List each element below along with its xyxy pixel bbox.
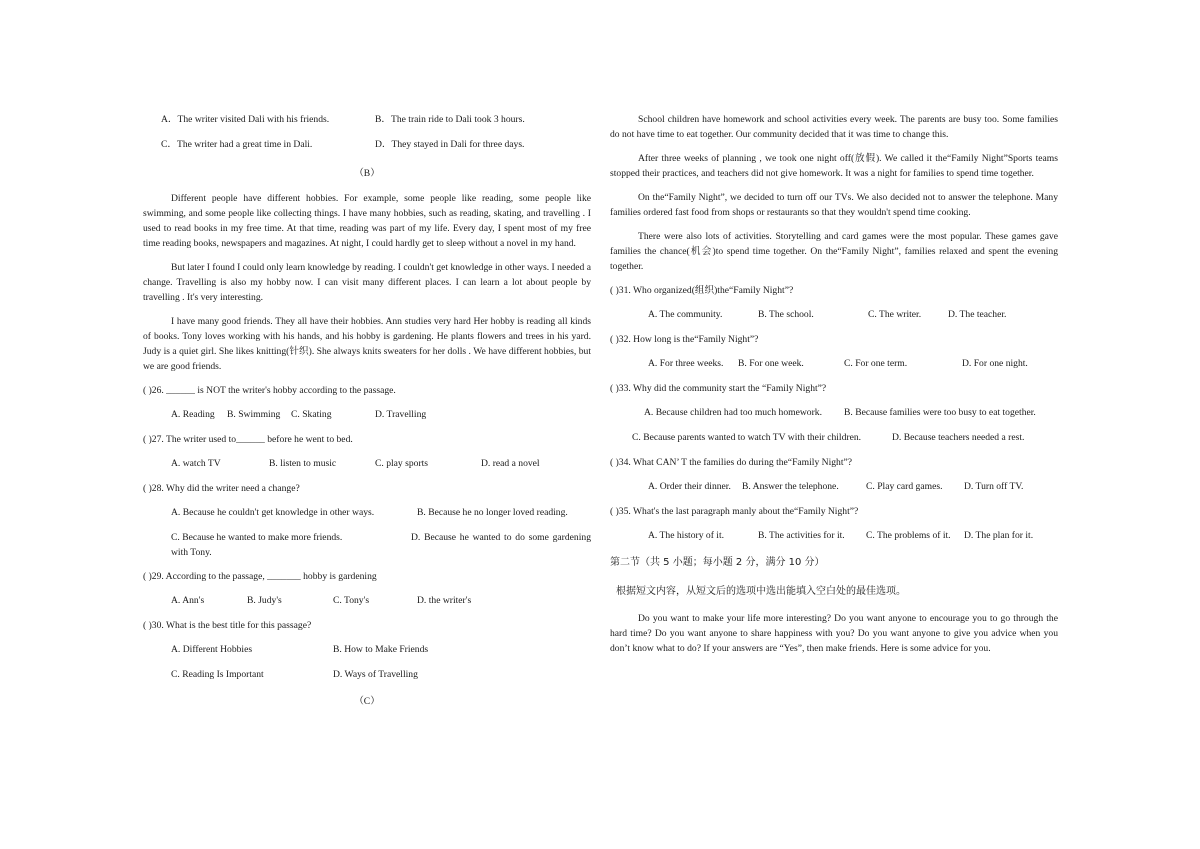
option-c: C．The writer had a great time in Dali. xyxy=(161,139,313,150)
question-27-options xyxy=(171,456,591,471)
question-32-text: ( )32. How long is the“Family Night”? xyxy=(610,334,759,345)
prev-question-options-row-1 xyxy=(161,112,591,127)
q30-option-d: D. Ways of Travelling xyxy=(333,669,418,680)
question-32 xyxy=(610,332,1058,347)
q35-option-a: A. The history of it. xyxy=(648,530,725,541)
q31-option-b: B. The school. xyxy=(758,309,814,320)
question-26-options xyxy=(171,407,591,422)
q32-option-b: B. For one week. xyxy=(738,358,804,369)
question-29-options xyxy=(171,593,591,608)
q29-option-c: C. Tony's xyxy=(333,595,370,606)
question-28-options-row-1 xyxy=(171,505,591,520)
q34-option-d: D. Turn off TV. xyxy=(964,481,1024,492)
q34-option-c: C. Play card games. xyxy=(866,481,943,492)
q27-option-d: D. read a novel xyxy=(481,458,540,469)
question-34-options xyxy=(648,479,1058,494)
question-33-options-row-2 xyxy=(632,430,1058,445)
passage-b-paragraph-1: Different people have different hobbies. For example, some people like reading, some people like swimming, and some people like collecting things. I have many hobbies, such as reading, skating, and travelling . I used to read books in my free time. At that time, reading was part of my life. Every day, I spent most of my free time reading books, newspapers and magazines. At night, I could hardly get to sleep without a novel in my hand. xyxy=(143,193,591,249)
q33-option-a: A. Because children had too much homework. xyxy=(644,407,822,418)
q34-option-a: A. Order their dinner. xyxy=(648,481,731,492)
passage-c-paragraph-2: After three weeks of planning , we took one night off(放假). We called it the“Family Night”Sports teams stopped their practices, and teachers did not give homework. It was a night for families to spend time together. xyxy=(610,153,1058,179)
question-28 xyxy=(143,481,591,496)
question-34-text: ( )34. What CAN’ T the families do during the“Family Night”? xyxy=(610,457,853,468)
q28-option-c: C. Because he wanted to make more friends. xyxy=(171,532,343,543)
q26-option-b: B. Swimming xyxy=(227,409,281,420)
q33-option-c: C. Because parents wanted to watch TV with their children. xyxy=(632,432,862,443)
q29-option-a: A. Ann's xyxy=(171,595,205,606)
question-28-options-row-2 xyxy=(171,530,591,560)
right-column xyxy=(610,112,1058,665)
option-b: B．The train ride to Dali took 3 hours. xyxy=(375,114,525,125)
section-c-label: （C） xyxy=(354,696,380,707)
q27-option-b: B. listen to music xyxy=(269,458,337,469)
q30-option-c: C. Reading Is Important xyxy=(171,669,264,680)
section-2-passage: Do you want to make your life more interesting? Do you want anyone to encourage you to go through the hard time? Do you want anyone to share happiness with you? Do you want anyone to give you advice when you don’t know what to do? If your answers are “Yes”, then make friends. Here is some advice for you. xyxy=(610,613,1058,654)
question-29-text: ( )29. According to the passage, _______ hobby is gardening xyxy=(143,571,377,582)
prev-question-options-row-2 xyxy=(161,137,591,152)
q32-option-a: A. For three weeks. xyxy=(648,358,724,369)
option-a: A．The writer visited Dali with his friends. xyxy=(161,114,330,125)
q26-option-a: A. Reading xyxy=(171,409,215,420)
q30-option-b: B. How to Make Friends xyxy=(333,644,429,655)
section-2-instruction: 根据短文内容，从短文后的选项中选出能填入空白处的最佳选项。 xyxy=(616,586,906,597)
q26-option-d: D. Travelling xyxy=(375,409,427,420)
question-30 xyxy=(143,618,591,633)
q35-option-c: C. The problems of it. xyxy=(866,530,951,541)
q35-option-b: B. The activities for it. xyxy=(758,530,845,541)
question-31 xyxy=(610,283,1058,298)
passage-c-paragraph-1: School children have homework and school activities every week. The parents are busy too. Some families do not have time to eat together. Our community decided that it was time to change this. xyxy=(610,114,1058,140)
passage-b-paragraph-3: I have many good friends. They all have their hobbies. Ann studies very hard Her hobby is reading all kinds of books. Tony loves working with his hands, and his hobby is gardening. He plants flowers and trees in his yard. Judy is a quiet girl. She likes knitting(针织). She always knits sweaters for her dolls . We have different hobbies, but we are good friends. xyxy=(143,316,591,372)
q28-option-a: A. Because he couldn't get knowledge in other ways. xyxy=(171,507,375,518)
question-28-text: ( )28. Why did the writer need a change? xyxy=(143,483,300,494)
question-30-options-row-2 xyxy=(171,667,591,682)
q32-option-c: C. For one term. xyxy=(844,358,908,369)
q34-option-b: B. Answer the telephone. xyxy=(742,481,839,492)
q33-option-b: B. Because families were too busy to eat together. xyxy=(844,407,1036,418)
question-31-options xyxy=(648,307,1058,322)
q26-option-c: C. Skating xyxy=(291,409,332,420)
question-35-text: ( )35. What's the last paragraph manly about the“Family Night”? xyxy=(610,506,859,517)
q35-option-d: D. The plan for it. xyxy=(964,530,1034,541)
section-b-label: （B） xyxy=(354,168,380,179)
question-26 xyxy=(143,383,591,398)
question-33-options-row-1 xyxy=(644,405,1058,420)
question-33 xyxy=(610,381,1058,396)
question-26-text: ( )26. ______ is NOT the writer's hobby according to the passage. xyxy=(143,385,396,396)
q28-option-b: B. Because he no longer loved reading. xyxy=(417,507,568,518)
question-30-options-row-1 xyxy=(171,642,591,657)
section-2-heading: 第二节（共 5 小题；每小题 2 分，满分 10 分） xyxy=(610,557,825,568)
q29-option-d: D. the writer's xyxy=(417,595,472,606)
q31-option-c: C. The writer. xyxy=(868,309,922,320)
left-column xyxy=(143,112,591,719)
q31-option-d: D. The teacher. xyxy=(948,309,1007,320)
q28-option-d: D. Because he wanted to do some gardening with Tony. xyxy=(171,532,591,558)
question-35-options xyxy=(648,528,1058,543)
q30-option-a: A. Different Hobbies xyxy=(171,644,253,655)
question-27-text: ( )27. The writer used to______ before he went to bed. xyxy=(143,434,353,445)
passage-c-paragraph-3: On the“Family Night”, we decided to turn off our TVs. We also decided not to answer the telephone. Many families ordered fast food from shops or restaurants so that they wouldn't spend time cooking. xyxy=(610,192,1058,218)
question-33-text: ( )33. Why did the community start the “Family Night”? xyxy=(610,383,827,394)
question-31-text: ( )31. Who organized(组织)the“Family Night”? xyxy=(610,285,794,296)
q29-option-b: B. Judy's xyxy=(247,595,282,606)
question-35 xyxy=(610,504,1058,519)
q31-option-a: A. The community. xyxy=(648,309,723,320)
q27-option-c: C. play sports xyxy=(375,458,429,469)
option-d: D．They stayed in Dali for three days. xyxy=(375,139,525,150)
q27-option-a: A. watch TV xyxy=(171,458,221,469)
question-30-text: ( )30. What is the best title for this passage? xyxy=(143,620,312,631)
passage-b-paragraph-2: But later I found I could only learn knowledge by reading. I couldn't get knowledge in other ways. I needed a change. Travelling is also my hobby now. I can visit many different places. I can learn a lot about people by travelling . It's very interesting. xyxy=(143,262,591,303)
q32-option-d: D. For one night. xyxy=(962,358,1028,369)
question-32-options xyxy=(648,356,1058,371)
passage-c-paragraph-4: There were also lots of activities. Storytelling and card games were the most popular. These games gave families the chance(机会)to spend time together. On the“Family Night”, families relaxed and spent the evening together. xyxy=(610,231,1058,272)
q33-option-d: D. Because teachers needed a rest. xyxy=(892,432,1025,443)
question-34 xyxy=(610,455,1058,470)
question-27 xyxy=(143,432,591,447)
question-29 xyxy=(143,569,591,584)
